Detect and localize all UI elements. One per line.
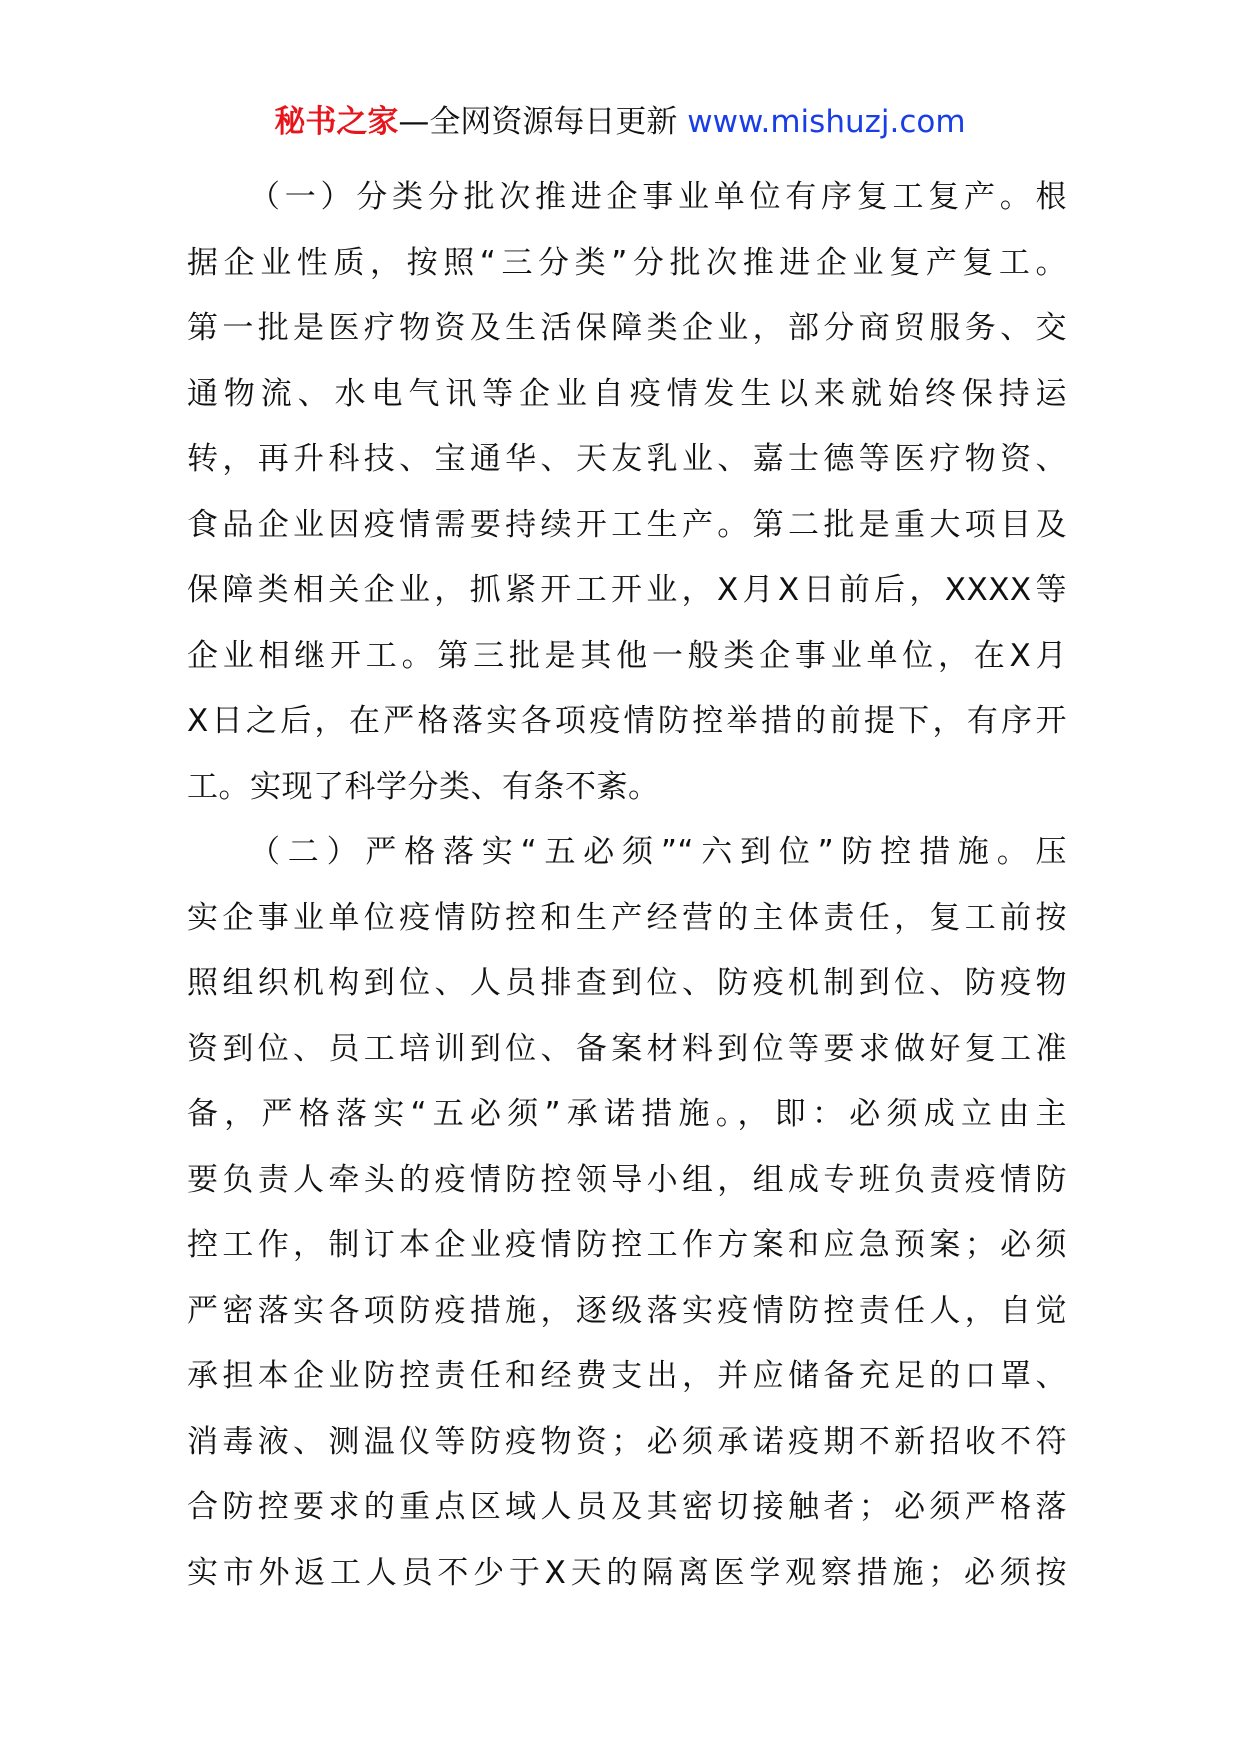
paragraph-line: 企业相继开工。第三批是其他一般类企事业单位，在X月 <box>187 637 1067 674</box>
paragraph-2 <box>187 820 1067 1606</box>
paragraph-line: X日之后，在严格落实各项疫情防控举措的前提下，有序开 <box>187 703 1067 739</box>
brand-name: 秘书之家 <box>274 104 399 140</box>
paragraph-line: 消毒液、测温仪等防疫物资；必须承诺疫期不新招收不符 <box>187 1423 1067 1460</box>
paragraph-line: 资到位、员工培训到位、备案材料到位等要求做好复工准 <box>187 1030 1067 1067</box>
paragraph-line: （二）严格落实“五必须”“六到位”防控措施。压 <box>249 834 1067 870</box>
paragraph-line: 承担本企业防控责任和经费支出，并应储备充足的口罩、 <box>187 1358 1067 1394</box>
paragraph-line: 实企事业单位疫情防控和生产经营的主体责任，复工前按 <box>187 899 1067 936</box>
paragraph-line: 转，再升科技、宝通华、天友乳业、嘉士德等医疗物资、 <box>187 441 1067 477</box>
paragraph-line: 严密落实各项防疫措施，逐级落实疫情防控责任人，自觉 <box>187 1292 1067 1329</box>
paragraph-line: 通物流、水电气讯等企业自疫情发生以来就始终保持运 <box>187 375 1067 412</box>
paragraph-line: 实市外返工人员不少于X天的隔离医学观察措施；必须按 <box>187 1554 1067 1591</box>
paragraph-line: （一）分类分批次推进企事业单位有序复工复产。根 <box>249 179 1067 215</box>
site-url[interactable]: www.mishuzj.com <box>687 104 966 140</box>
paragraph-line: 备，严格落实“五必须”承诺措施。，即：必须成立由主 <box>187 1096 1067 1132</box>
paragraph-line: 据企业性质，按照“三分类”分批次推进企业复产复工。 <box>187 244 1067 281</box>
document-body <box>187 165 1067 1606</box>
paragraph-line: 合防控要求的重点区域人员及其密切接触者；必须严格落 <box>187 1489 1067 1525</box>
paragraph-line: 第一批是医疗物资及生活保障类企业，部分商贸服务、交 <box>187 310 1067 346</box>
paragraph-line: 工。实现了科学分类、有条不紊。 <box>187 768 660 805</box>
paragraph-line: 控工作，制订本企业疫情防控工作方案和应急预案；必须 <box>187 1227 1067 1263</box>
page-header <box>0 102 1240 142</box>
paragraph-line: 照组织机构到位、人员排查到位、防疫机制到位、防疫物 <box>187 965 1067 1001</box>
header-tagline: —全网资源每日更新 <box>398 104 688 140</box>
paragraph-1 <box>187 165 1067 820</box>
paragraph-line: 食品企业因疫情需要持续开工生产。第二批是重大项目及 <box>187 506 1067 543</box>
paragraph-line: 保障类相关企业，抓紧开工开业，X月X日前后，XXXX等 <box>187 572 1067 608</box>
paragraph-line: 要负责人牵头的疫情防控领导小组，组成专班负责疫情防 <box>187 1161 1067 1198</box>
